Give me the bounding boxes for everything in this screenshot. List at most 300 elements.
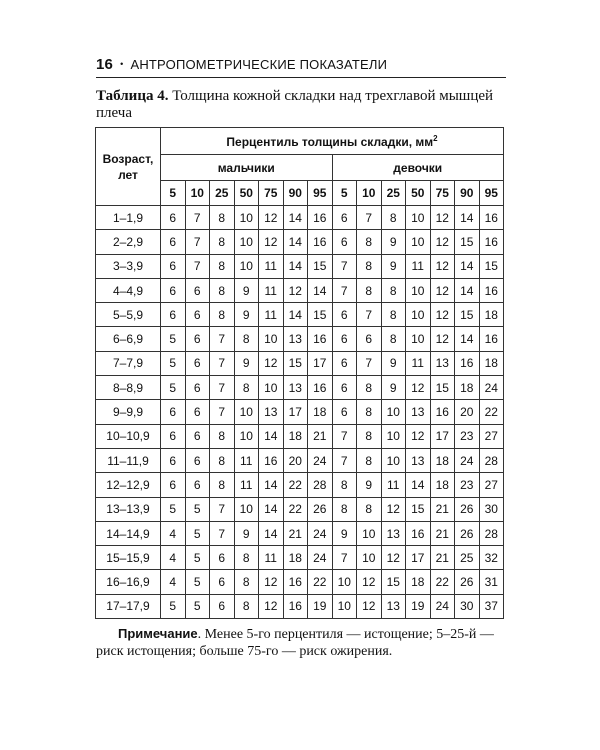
boys-percentile-header: 90 [283, 181, 308, 206]
girls-value-cell: 24 [430, 594, 455, 618]
boys-value-cell: 8 [210, 303, 235, 327]
boys-value-cell: 5 [161, 327, 186, 351]
table-row [96, 497, 504, 521]
girls-percentile-header: 90 [455, 181, 480, 206]
girls-value-cell: 8 [381, 327, 406, 351]
table-row [96, 546, 504, 570]
girls-value-cell: 16 [455, 351, 480, 375]
girls-value-cell: 7 [357, 351, 382, 375]
girls-value-cell: 7 [332, 254, 357, 278]
unit-superscript: 2 [433, 133, 438, 143]
girls-value-cell: 10 [332, 570, 357, 594]
girls-percentile-header: 95 [479, 181, 504, 206]
girls-value-cell: 23 [455, 424, 480, 448]
table-row [96, 278, 504, 302]
boys-value-cell: 6 [161, 230, 186, 254]
table-row [96, 594, 504, 618]
boys-value-cell: 18 [283, 424, 308, 448]
boys-value-cell: 6 [185, 303, 210, 327]
boys-value-cell: 6 [185, 376, 210, 400]
table-caption [96, 88, 508, 122]
boys-percentile-header: 25 [210, 181, 235, 206]
boys-value-cell: 8 [210, 424, 235, 448]
caption-label: Таблица 4. [96, 88, 169, 104]
boys-value-cell: 5 [161, 351, 186, 375]
girls-percentile-header: 50 [406, 181, 431, 206]
girls-value-cell: 10 [406, 230, 431, 254]
boys-value-cell: 10 [234, 424, 259, 448]
girls-value-cell: 12 [406, 424, 431, 448]
girls-value-cell: 10 [332, 594, 357, 618]
table-row [96, 376, 504, 400]
girls-value-cell: 6 [332, 376, 357, 400]
boys-header: мальчики [161, 155, 333, 181]
girls-value-cell: 16 [479, 327, 504, 351]
table-row [96, 448, 504, 472]
girls-value-cell: 19 [406, 594, 431, 618]
boys-value-cell: 5 [185, 594, 210, 618]
table-row [96, 303, 504, 327]
boys-value-cell: 16 [308, 376, 333, 400]
girls-value-cell: 8 [332, 473, 357, 497]
boys-value-cell: 14 [283, 230, 308, 254]
boys-value-cell: 20 [283, 448, 308, 472]
boys-value-cell: 6 [161, 473, 186, 497]
boys-value-cell: 4 [161, 521, 186, 545]
age-cell: 7–7,9 [96, 351, 161, 375]
girls-value-cell: 21 [430, 546, 455, 570]
boys-value-cell: 10 [234, 230, 259, 254]
girls-value-cell: 6 [332, 230, 357, 254]
girls-value-cell: 11 [406, 254, 431, 278]
girls-value-cell: 21 [430, 521, 455, 545]
boys-value-cell: 14 [259, 497, 284, 521]
age-cell: 3–3,9 [96, 254, 161, 278]
girls-value-cell: 18 [406, 570, 431, 594]
boys-value-cell: 8 [210, 278, 235, 302]
girls-value-cell: 7 [357, 206, 382, 230]
girls-value-cell: 7 [357, 303, 382, 327]
table-row [96, 570, 504, 594]
table-row [96, 327, 504, 351]
boys-value-cell: 10 [234, 400, 259, 424]
table-note [96, 625, 508, 660]
age-cell: 15–15,9 [96, 546, 161, 570]
header-bullet: • [120, 59, 124, 69]
girls-value-cell: 16 [406, 521, 431, 545]
boys-value-cell: 6 [210, 570, 235, 594]
age-cell: 14–14,9 [96, 521, 161, 545]
girls-value-cell: 12 [381, 546, 406, 570]
boys-value-cell: 24 [308, 448, 333, 472]
boys-value-cell: 14 [283, 254, 308, 278]
boys-value-cell: 10 [234, 497, 259, 521]
girls-value-cell: 23 [455, 473, 480, 497]
boys-value-cell: 8 [234, 327, 259, 351]
boys-value-cell: 11 [259, 254, 284, 278]
girls-value-cell: 15 [479, 254, 504, 278]
girls-value-cell: 8 [381, 278, 406, 302]
girls-value-cell: 12 [406, 376, 431, 400]
girls-value-cell: 9 [381, 376, 406, 400]
girls-value-cell: 15 [406, 497, 431, 521]
girls-percentile-header: 25 [381, 181, 406, 206]
boys-value-cell: 9 [234, 278, 259, 302]
boys-value-cell: 16 [283, 570, 308, 594]
age-cell: 9–9,9 [96, 400, 161, 424]
girls-value-cell: 31 [479, 570, 504, 594]
girls-value-cell: 12 [430, 303, 455, 327]
girls-percentile-header: 5 [332, 181, 357, 206]
girls-percentile-header: 75 [430, 181, 455, 206]
boys-value-cell: 18 [283, 546, 308, 570]
girls-value-cell: 9 [381, 230, 406, 254]
girls-value-cell: 15 [381, 570, 406, 594]
girls-value-cell: 10 [406, 327, 431, 351]
table-row [96, 424, 504, 448]
boys-value-cell: 14 [259, 424, 284, 448]
boys-value-cell: 5 [185, 546, 210, 570]
boys-value-cell: 16 [308, 206, 333, 230]
boys-value-cell: 21 [283, 521, 308, 545]
boys-percentile-header: 95 [308, 181, 333, 206]
table-row [96, 400, 504, 424]
boys-value-cell: 6 [185, 448, 210, 472]
girls-value-cell: 8 [357, 497, 382, 521]
boys-value-cell: 5 [185, 570, 210, 594]
boys-value-cell: 14 [259, 521, 284, 545]
boys-value-cell: 5 [161, 497, 186, 521]
boys-value-cell: 10 [234, 254, 259, 278]
boys-value-cell: 15 [283, 351, 308, 375]
boys-value-cell: 6 [161, 206, 186, 230]
boys-value-cell: 5 [161, 376, 186, 400]
boys-value-cell: 6 [161, 303, 186, 327]
boys-value-cell: 8 [210, 448, 235, 472]
boys-value-cell: 6 [185, 473, 210, 497]
age-cell: 1–1,9 [96, 206, 161, 230]
boys-value-cell: 15 [308, 254, 333, 278]
girls-value-cell: 28 [479, 521, 504, 545]
boys-value-cell: 6 [185, 424, 210, 448]
girls-value-cell: 13 [430, 351, 455, 375]
girls-value-cell: 10 [357, 546, 382, 570]
girls-value-cell: 12 [430, 278, 455, 302]
girls-value-cell: 9 [332, 521, 357, 545]
boys-value-cell: 12 [259, 230, 284, 254]
girls-value-cell: 6 [332, 400, 357, 424]
boys-value-cell: 12 [259, 351, 284, 375]
girls-value-cell: 20 [455, 400, 480, 424]
boys-value-cell: 8 [234, 570, 259, 594]
girls-value-cell: 10 [381, 424, 406, 448]
girls-value-cell: 12 [430, 230, 455, 254]
girls-value-cell: 14 [455, 206, 480, 230]
boys-value-cell: 10 [234, 206, 259, 230]
boys-value-cell: 17 [283, 400, 308, 424]
boys-value-cell: 11 [234, 473, 259, 497]
percentile-group-header [161, 128, 504, 155]
girls-value-cell: 25 [455, 546, 480, 570]
girls-value-cell: 12 [357, 570, 382, 594]
boys-value-cell: 7 [210, 376, 235, 400]
boys-value-cell: 12 [259, 594, 284, 618]
boys-value-cell: 4 [161, 546, 186, 570]
girls-value-cell: 10 [406, 303, 431, 327]
note-text: . Менее 5-го перцентиля — истощение; 5–25-й — риск истощения; больше 75-го — риск ожирения. [96, 627, 494, 659]
boys-value-cell: 22 [283, 497, 308, 521]
boys-value-cell: 9 [234, 303, 259, 327]
girls-value-cell: 13 [381, 521, 406, 545]
girls-value-cell: 14 [406, 473, 431, 497]
age-cell: 17–17,9 [96, 594, 161, 618]
age-column-header: Возраст, лет [96, 128, 161, 206]
boys-value-cell: 6 [185, 278, 210, 302]
boys-value-cell: 13 [283, 327, 308, 351]
girls-value-cell: 12 [430, 254, 455, 278]
age-cell: 10–10,9 [96, 424, 161, 448]
girls-value-cell: 27 [479, 424, 504, 448]
girls-value-cell: 9 [381, 254, 406, 278]
girls-value-cell: 10 [406, 278, 431, 302]
girls-value-cell: 14 [455, 254, 480, 278]
boys-value-cell: 21 [308, 424, 333, 448]
boys-value-cell: 14 [308, 278, 333, 302]
girls-value-cell: 16 [430, 400, 455, 424]
girls-value-cell: 7 [332, 278, 357, 302]
boys-value-cell: 13 [283, 376, 308, 400]
boys-percentile-header: 50 [234, 181, 259, 206]
boys-value-cell: 7 [210, 497, 235, 521]
girls-value-cell: 18 [479, 303, 504, 327]
girls-value-cell: 8 [381, 206, 406, 230]
girls-value-cell: 26 [455, 497, 480, 521]
boys-value-cell: 10 [259, 376, 284, 400]
girls-value-cell: 11 [381, 473, 406, 497]
boys-value-cell: 7 [210, 327, 235, 351]
girls-value-cell: 7 [332, 424, 357, 448]
boys-value-cell: 8 [210, 206, 235, 230]
girls-value-cell: 14 [455, 327, 480, 351]
age-cell: 16–16,9 [96, 570, 161, 594]
age-cell: 5–5,9 [96, 303, 161, 327]
girls-value-cell: 37 [479, 594, 504, 618]
boys-value-cell: 7 [210, 351, 235, 375]
girls-value-cell: 6 [357, 327, 382, 351]
girls-value-cell: 30 [455, 594, 480, 618]
girls-value-cell: 24 [479, 376, 504, 400]
table-row [96, 473, 504, 497]
boys-value-cell: 14 [283, 206, 308, 230]
age-cell: 8–8,9 [96, 376, 161, 400]
girls-value-cell: 11 [406, 351, 431, 375]
age-cell: 11–11,9 [96, 448, 161, 472]
girls-value-cell: 13 [406, 448, 431, 472]
boys-percentile-header: 75 [259, 181, 284, 206]
boys-value-cell: 6 [161, 400, 186, 424]
boys-value-cell: 7 [185, 254, 210, 278]
boys-value-cell: 6 [185, 327, 210, 351]
girls-value-cell: 12 [430, 327, 455, 351]
age-cell: 2–2,9 [96, 230, 161, 254]
girls-value-cell: 15 [430, 376, 455, 400]
girls-value-cell: 8 [357, 424, 382, 448]
girls-value-cell: 8 [357, 230, 382, 254]
boys-value-cell: 22 [283, 473, 308, 497]
boys-value-cell: 11 [259, 303, 284, 327]
boys-value-cell: 12 [283, 278, 308, 302]
boys-value-cell: 15 [308, 303, 333, 327]
girls-value-cell: 8 [357, 254, 382, 278]
girls-value-cell: 15 [455, 303, 480, 327]
table-row [96, 521, 504, 545]
girls-value-cell: 27 [479, 473, 504, 497]
girls-value-cell: 18 [430, 448, 455, 472]
girls-value-cell: 14 [455, 278, 480, 302]
girls-value-cell: 9 [381, 351, 406, 375]
running-header [96, 56, 506, 78]
boys-value-cell: 16 [308, 230, 333, 254]
girls-value-cell: 10 [381, 448, 406, 472]
boys-value-cell: 16 [283, 594, 308, 618]
boys-value-cell: 11 [234, 448, 259, 472]
girls-value-cell: 22 [430, 570, 455, 594]
girls-value-cell: 13 [406, 400, 431, 424]
girls-value-cell: 12 [357, 594, 382, 618]
boys-value-cell: 6 [185, 400, 210, 424]
percentile-group-title: Перцентиль толщины складки, мм [226, 134, 434, 149]
boys-value-cell: 5 [185, 497, 210, 521]
girls-value-cell: 8 [357, 376, 382, 400]
boys-value-cell: 8 [234, 546, 259, 570]
girls-header: девочки [332, 155, 504, 181]
boys-value-cell: 6 [161, 424, 186, 448]
boys-value-cell: 9 [234, 351, 259, 375]
running-title: АНТРОПОМЕТРИЧЕСКИЕ ПОКАЗАТЕЛИ [130, 57, 388, 72]
girls-value-cell: 8 [357, 400, 382, 424]
girls-value-cell: 6 [332, 303, 357, 327]
boys-value-cell: 14 [283, 303, 308, 327]
boys-value-cell: 6 [185, 351, 210, 375]
girls-value-cell: 12 [430, 206, 455, 230]
girls-value-cell: 24 [455, 448, 480, 472]
girls-value-cell: 17 [406, 546, 431, 570]
boys-value-cell: 10 [259, 327, 284, 351]
skinfold-table [95, 127, 504, 619]
age-cell: 6–6,9 [96, 327, 161, 351]
girls-value-cell: 10 [381, 400, 406, 424]
girls-value-cell: 8 [332, 497, 357, 521]
boys-value-cell: 19 [308, 594, 333, 618]
boys-value-cell: 4 [161, 570, 186, 594]
girls-value-cell: 6 [332, 327, 357, 351]
girls-value-cell: 9 [357, 473, 382, 497]
table-row [96, 230, 504, 254]
girls-value-cell: 30 [479, 497, 504, 521]
girls-value-cell: 13 [381, 594, 406, 618]
girls-value-cell: 10 [357, 521, 382, 545]
girls-value-cell: 6 [332, 206, 357, 230]
boys-value-cell: 6 [210, 546, 235, 570]
boys-value-cell: 16 [259, 448, 284, 472]
boys-value-cell: 16 [308, 327, 333, 351]
boys-value-cell: 9 [234, 521, 259, 545]
girls-value-cell: 18 [430, 473, 455, 497]
age-cell: 13–13,9 [96, 497, 161, 521]
girls-value-cell: 10 [406, 206, 431, 230]
girls-value-cell: 17 [430, 424, 455, 448]
age-cell: 4–4,9 [96, 278, 161, 302]
girls-value-cell: 22 [479, 400, 504, 424]
table-row [96, 206, 504, 230]
girls-value-cell: 8 [357, 278, 382, 302]
girls-value-cell: 21 [430, 497, 455, 521]
girls-value-cell: 16 [479, 206, 504, 230]
boys-value-cell: 14 [259, 473, 284, 497]
girls-value-cell: 8 [357, 448, 382, 472]
girls-value-cell: 7 [332, 448, 357, 472]
girls-value-cell: 12 [381, 497, 406, 521]
boys-value-cell: 7 [185, 230, 210, 254]
boys-value-cell: 12 [259, 570, 284, 594]
boys-value-cell: 6 [161, 254, 186, 278]
boys-value-cell: 7 [210, 400, 235, 424]
boys-value-cell: 11 [259, 546, 284, 570]
boys-value-cell: 5 [185, 521, 210, 545]
girls-value-cell: 18 [479, 351, 504, 375]
girls-value-cell: 18 [455, 376, 480, 400]
boys-value-cell: 8 [210, 230, 235, 254]
boys-value-cell: 8 [234, 376, 259, 400]
boys-value-cell: 6 [161, 278, 186, 302]
boys-value-cell: 8 [210, 473, 235, 497]
boys-value-cell: 6 [161, 448, 186, 472]
boys-value-cell: 24 [308, 546, 333, 570]
girls-value-cell: 16 [479, 230, 504, 254]
note-label: Примечание [118, 626, 198, 641]
boys-value-cell: 28 [308, 473, 333, 497]
table-row [96, 254, 504, 278]
age-cell: 12–12,9 [96, 473, 161, 497]
boys-value-cell: 8 [210, 254, 235, 278]
boys-value-cell: 12 [259, 206, 284, 230]
girls-value-cell: 15 [455, 230, 480, 254]
girls-value-cell: 8 [381, 303, 406, 327]
boys-value-cell: 8 [234, 594, 259, 618]
boys-value-cell: 11 [259, 278, 284, 302]
boys-value-cell: 17 [308, 351, 333, 375]
boys-value-cell: 13 [259, 400, 284, 424]
girls-value-cell: 26 [455, 521, 480, 545]
girls-value-cell: 32 [479, 546, 504, 570]
page-number: 16 [96, 56, 114, 73]
boys-value-cell: 5 [161, 594, 186, 618]
caption-text: Толщина кожной складки над трехглавой мышцей плеча [96, 88, 494, 121]
girls-value-cell: 16 [479, 278, 504, 302]
boys-value-cell: 18 [308, 400, 333, 424]
boys-value-cell: 22 [308, 570, 333, 594]
girls-value-cell: 7 [332, 546, 357, 570]
table-row [96, 351, 504, 375]
boys-percentile-header: 10 [185, 181, 210, 206]
boys-value-cell: 7 [210, 521, 235, 545]
girls-value-cell: 26 [455, 570, 480, 594]
boys-value-cell: 7 [185, 206, 210, 230]
girls-value-cell: 6 [332, 351, 357, 375]
boys-value-cell: 24 [308, 521, 333, 545]
boys-value-cell: 6 [210, 594, 235, 618]
boys-value-cell: 26 [308, 497, 333, 521]
